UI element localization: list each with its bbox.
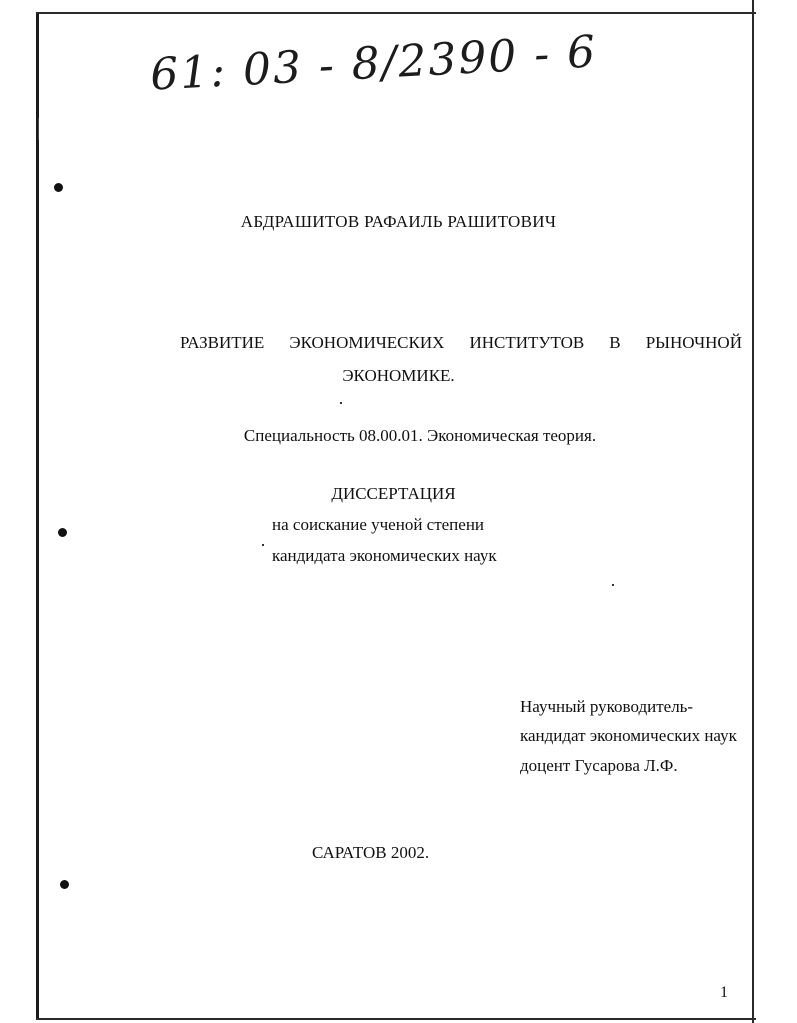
scan-border-right — [752, 0, 754, 1023]
archive-code-handwritten — [148, 26, 599, 128]
archive-code-text: 61: 03 - 8/2390 - 6 — [148, 26, 599, 101]
scan-border-bottom — [36, 1018, 756, 1020]
author-name: АБДРАШИТОВ РАФАИЛЬ РАШИТОВИЧ — [240, 212, 557, 231]
supervisor-line-1: Научный руководитель- — [520, 697, 694, 716]
scan-speck — [340, 402, 342, 404]
title-word: ИНСТИТУТОВ — [469, 333, 585, 352]
punch-hole-mark — [58, 528, 67, 537]
city-year: САРАТОВ 2002. — [312, 843, 430, 862]
supervisor-line-2: кандидат экономических наук — [520, 726, 737, 745]
title-word: ЭКОНОМИЧЕСКИХ — [289, 333, 445, 352]
title-word: РАЗВИТИЕ — [180, 333, 265, 352]
punch-hole-mark — [54, 183, 63, 192]
punch-hole-mark — [60, 880, 69, 889]
degree-line-1: на соискание ученой степени — [272, 515, 485, 534]
scan-speck — [262, 544, 264, 546]
scan-border-top — [36, 12, 756, 14]
degree-line-2: кандидата экономических наук — [272, 546, 497, 565]
title-line-2: ЭКОНОМИКЕ. — [342, 366, 455, 385]
specialty: Специальность 08.00.01. Экономическая теория. — [243, 426, 597, 445]
title-word: В — [609, 333, 621, 352]
title-word: РЫНОЧНОЙ — [645, 333, 742, 352]
scan-speck — [612, 584, 614, 586]
page-number: 1 — [720, 984, 728, 1001]
scan-mark — [38, 118, 39, 140]
document-type: ДИССЕРТАЦИЯ — [331, 484, 456, 503]
supervisor-line-3: доцент Гусарова Л.Ф. — [520, 756, 678, 775]
scan-border-left — [36, 14, 39, 1020]
title-line-1 — [180, 333, 742, 353]
